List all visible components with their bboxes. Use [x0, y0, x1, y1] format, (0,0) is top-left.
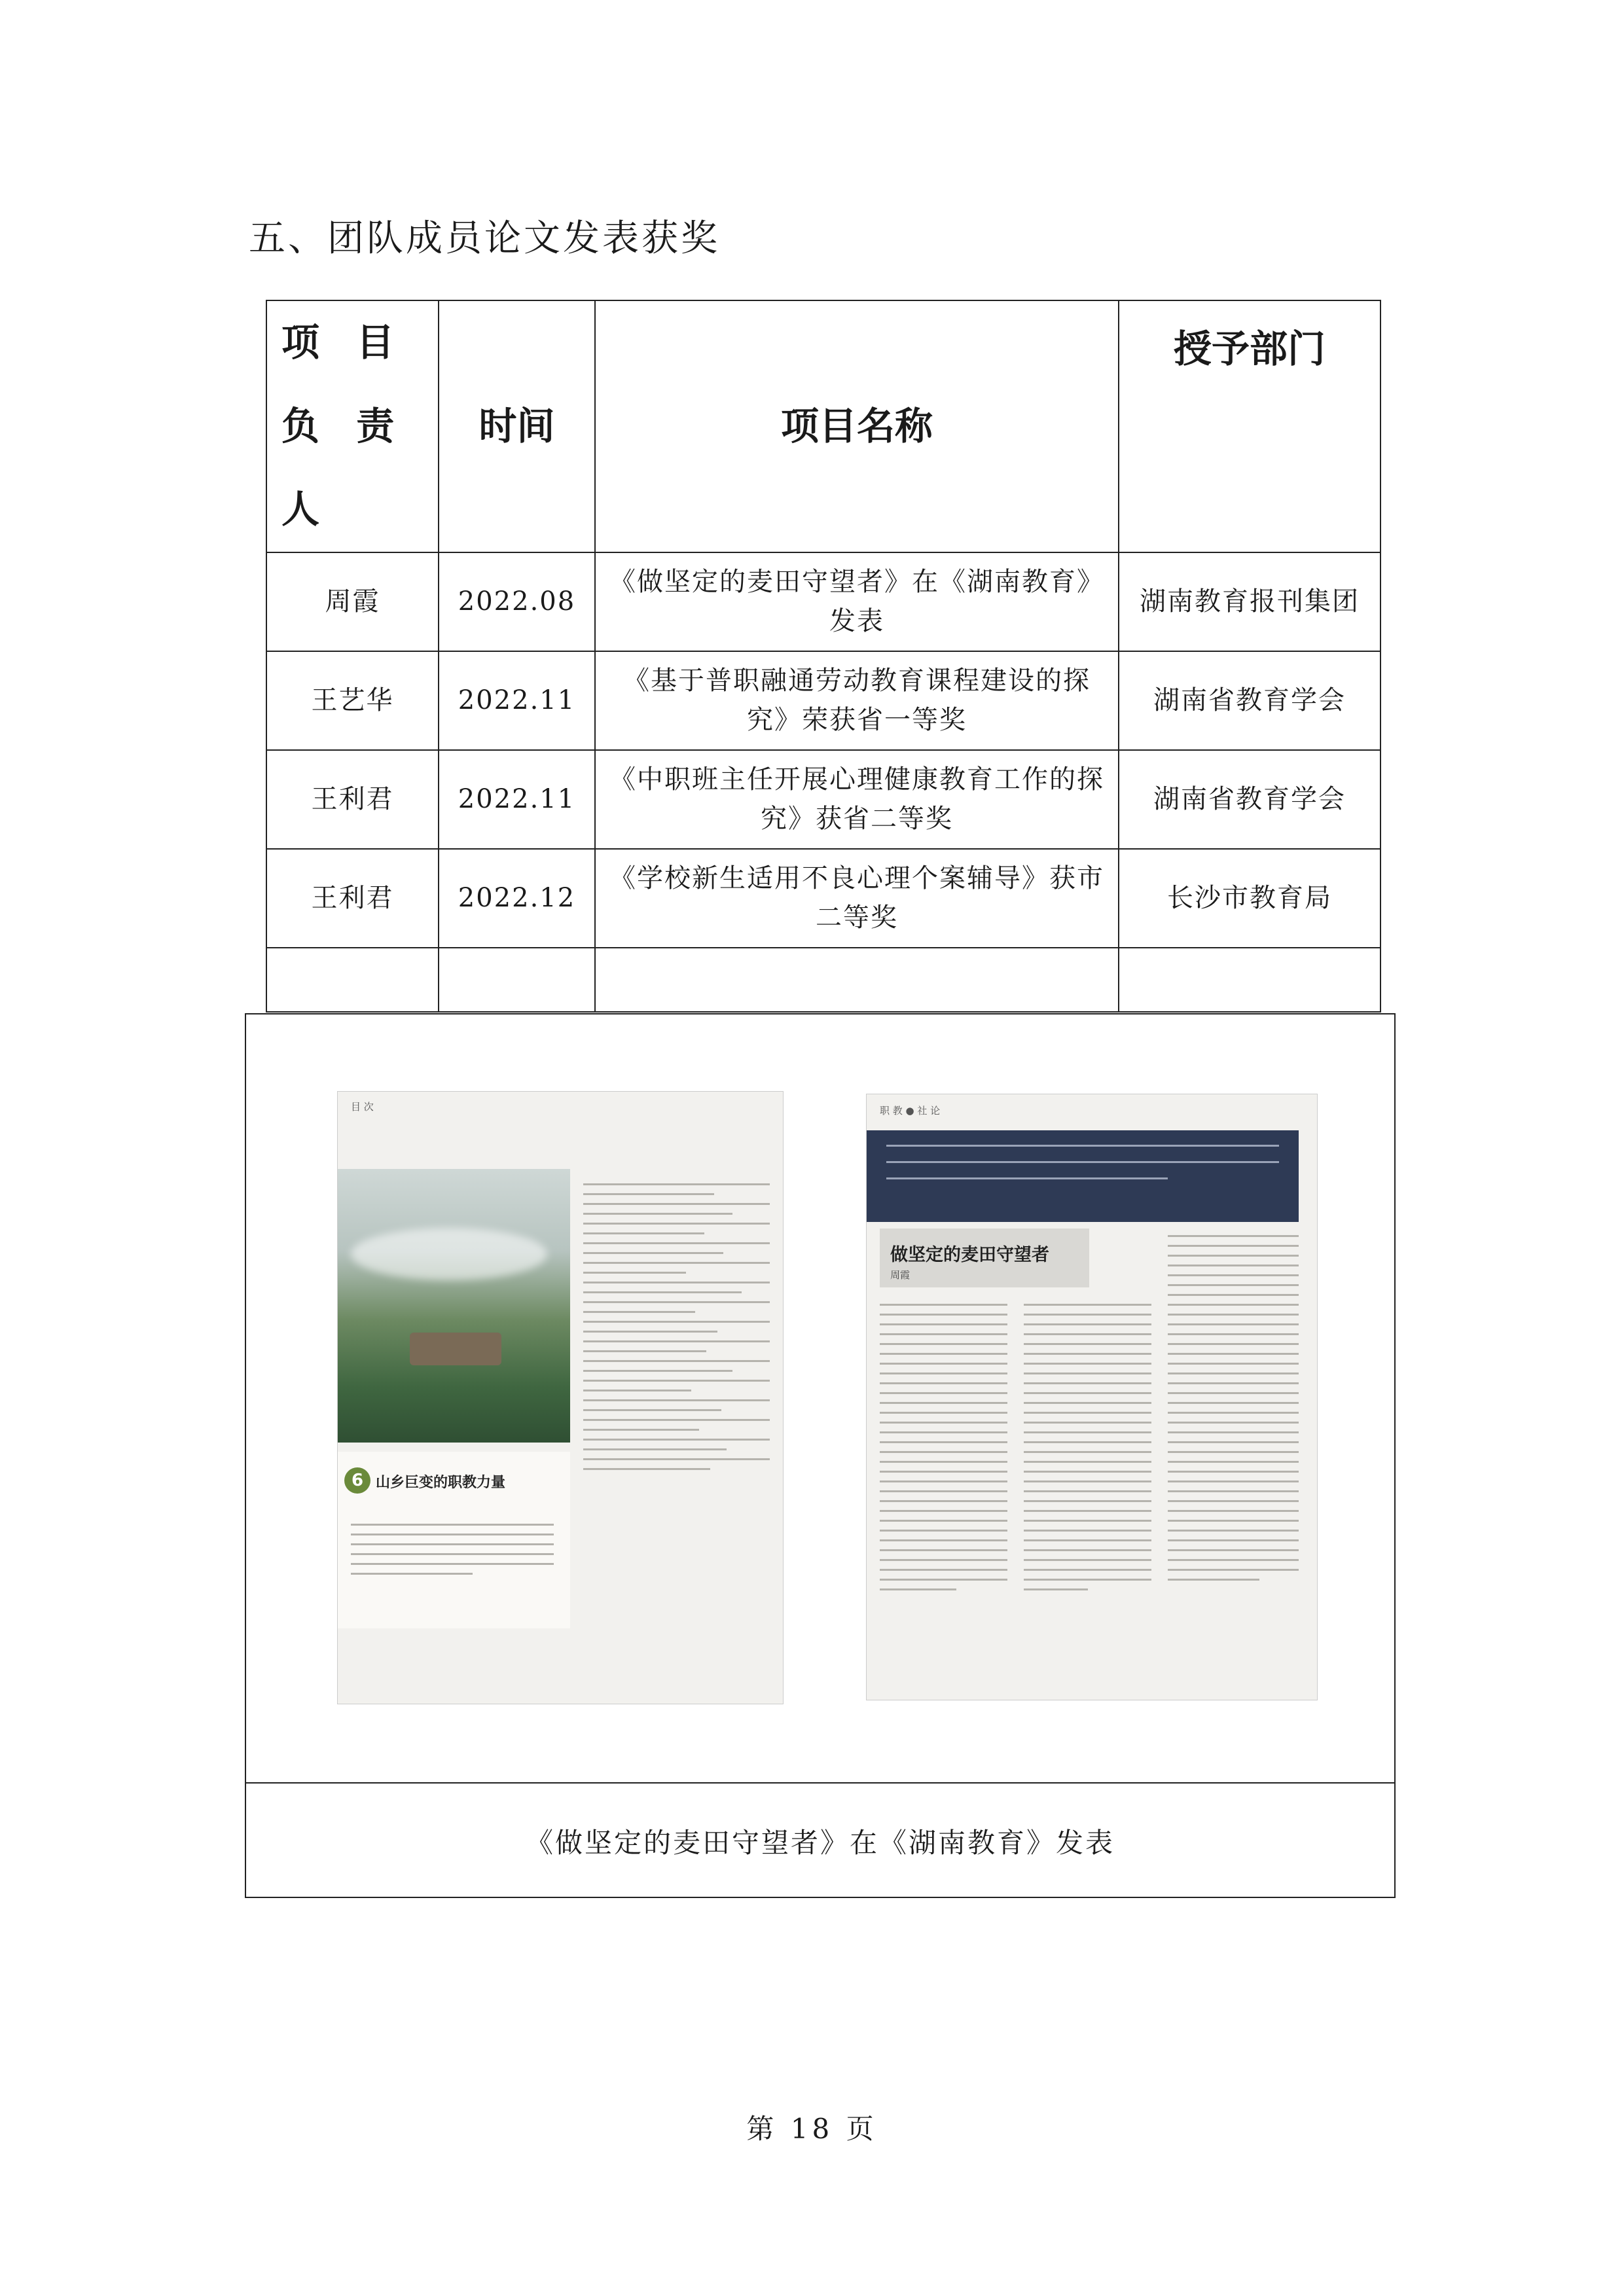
cell-time: 2022.08: [439, 552, 595, 651]
cell-dept: 湖南教育报刊集团: [1119, 552, 1380, 651]
header-name: 项目名称: [595, 300, 1119, 552]
cell-time: 2022.12: [439, 849, 595, 948]
cell-time: [439, 948, 595, 1012]
awards-table: [266, 300, 1381, 1013]
cell-name: 《学校新生适用不良心理个案辅导》获市二等奖: [595, 849, 1119, 948]
cell-owner: 王利君: [266, 849, 439, 948]
cell-owner: 周霞: [266, 552, 439, 651]
evidence-caption: 《做坚定的麦田守望者》在《湖南教育》发表: [525, 1826, 1115, 1859]
article-title-box: [880, 1229, 1089, 1287]
table-row: [266, 750, 1380, 849]
cell-dept: 湖南省教育学会: [1119, 651, 1380, 750]
article-title: 做坚定的麦田守望者: [890, 1245, 1049, 1265]
feature-title: 山乡巨变的职教力量: [376, 1475, 506, 1491]
contents-text-lines: [583, 1183, 770, 1478]
evidence-box: [245, 1013, 1396, 1898]
article-column-3: [1168, 1235, 1299, 1588]
feature-box: [338, 1452, 570, 1628]
section-title: 五、团队成员论文发表获奖: [249, 217, 720, 260]
cell-name: 《基于普职融通劳动教育课程建设的探究》荣获省一等奖: [595, 651, 1119, 750]
body-text-lines: [351, 1524, 554, 1583]
editor-note-banner: [867, 1130, 1299, 1222]
article-column-1: [880, 1304, 1007, 1598]
header-owner: 项 目 负 责人: [266, 300, 439, 552]
cell-dept: [1119, 948, 1380, 1012]
cell-name: 《中职班主任开展心理健康教育工作的探究》获省二等奖: [595, 750, 1119, 849]
header-dept: 授予部门: [1119, 300, 1380, 552]
cell-owner: 王艺华: [266, 651, 439, 750]
landscape-photo: [338, 1169, 570, 1443]
page-number: 第 18 页: [746, 2113, 878, 2145]
table-header-row: [266, 300, 1380, 552]
village-shape: [410, 1333, 501, 1365]
table-row: [266, 552, 1380, 651]
cell-time: 2022.11: [439, 651, 595, 750]
feature-number: 6: [344, 1467, 370, 1494]
scan-header: 职 教 ● 社 论: [880, 1105, 941, 1117]
cell-name: 《做坚定的麦田守望者》在《湖南教育》发表: [595, 552, 1119, 651]
cell-time: 2022.11: [439, 750, 595, 849]
table-row: [266, 651, 1380, 750]
article-column-2: [1024, 1304, 1151, 1598]
article-author: 周霞: [890, 1269, 911, 1281]
scan-header: 目 次: [351, 1101, 374, 1113]
magazine-contents-scan: [338, 1092, 783, 1704]
cell-dept: 湖南省教育学会: [1119, 750, 1380, 849]
cell-name: [595, 948, 1119, 1012]
cell-owner: 王利君: [266, 750, 439, 849]
header-time: 时间: [439, 300, 595, 552]
magazine-article-scan: [867, 1094, 1317, 1700]
table-row-empty: [266, 948, 1380, 1012]
table-row: [266, 849, 1380, 948]
cell-owner: [266, 948, 439, 1012]
evidence-images: [246, 1014, 1394, 1782]
mist-shape: [351, 1228, 547, 1280]
cell-dept: 长沙市教育局: [1119, 849, 1380, 948]
